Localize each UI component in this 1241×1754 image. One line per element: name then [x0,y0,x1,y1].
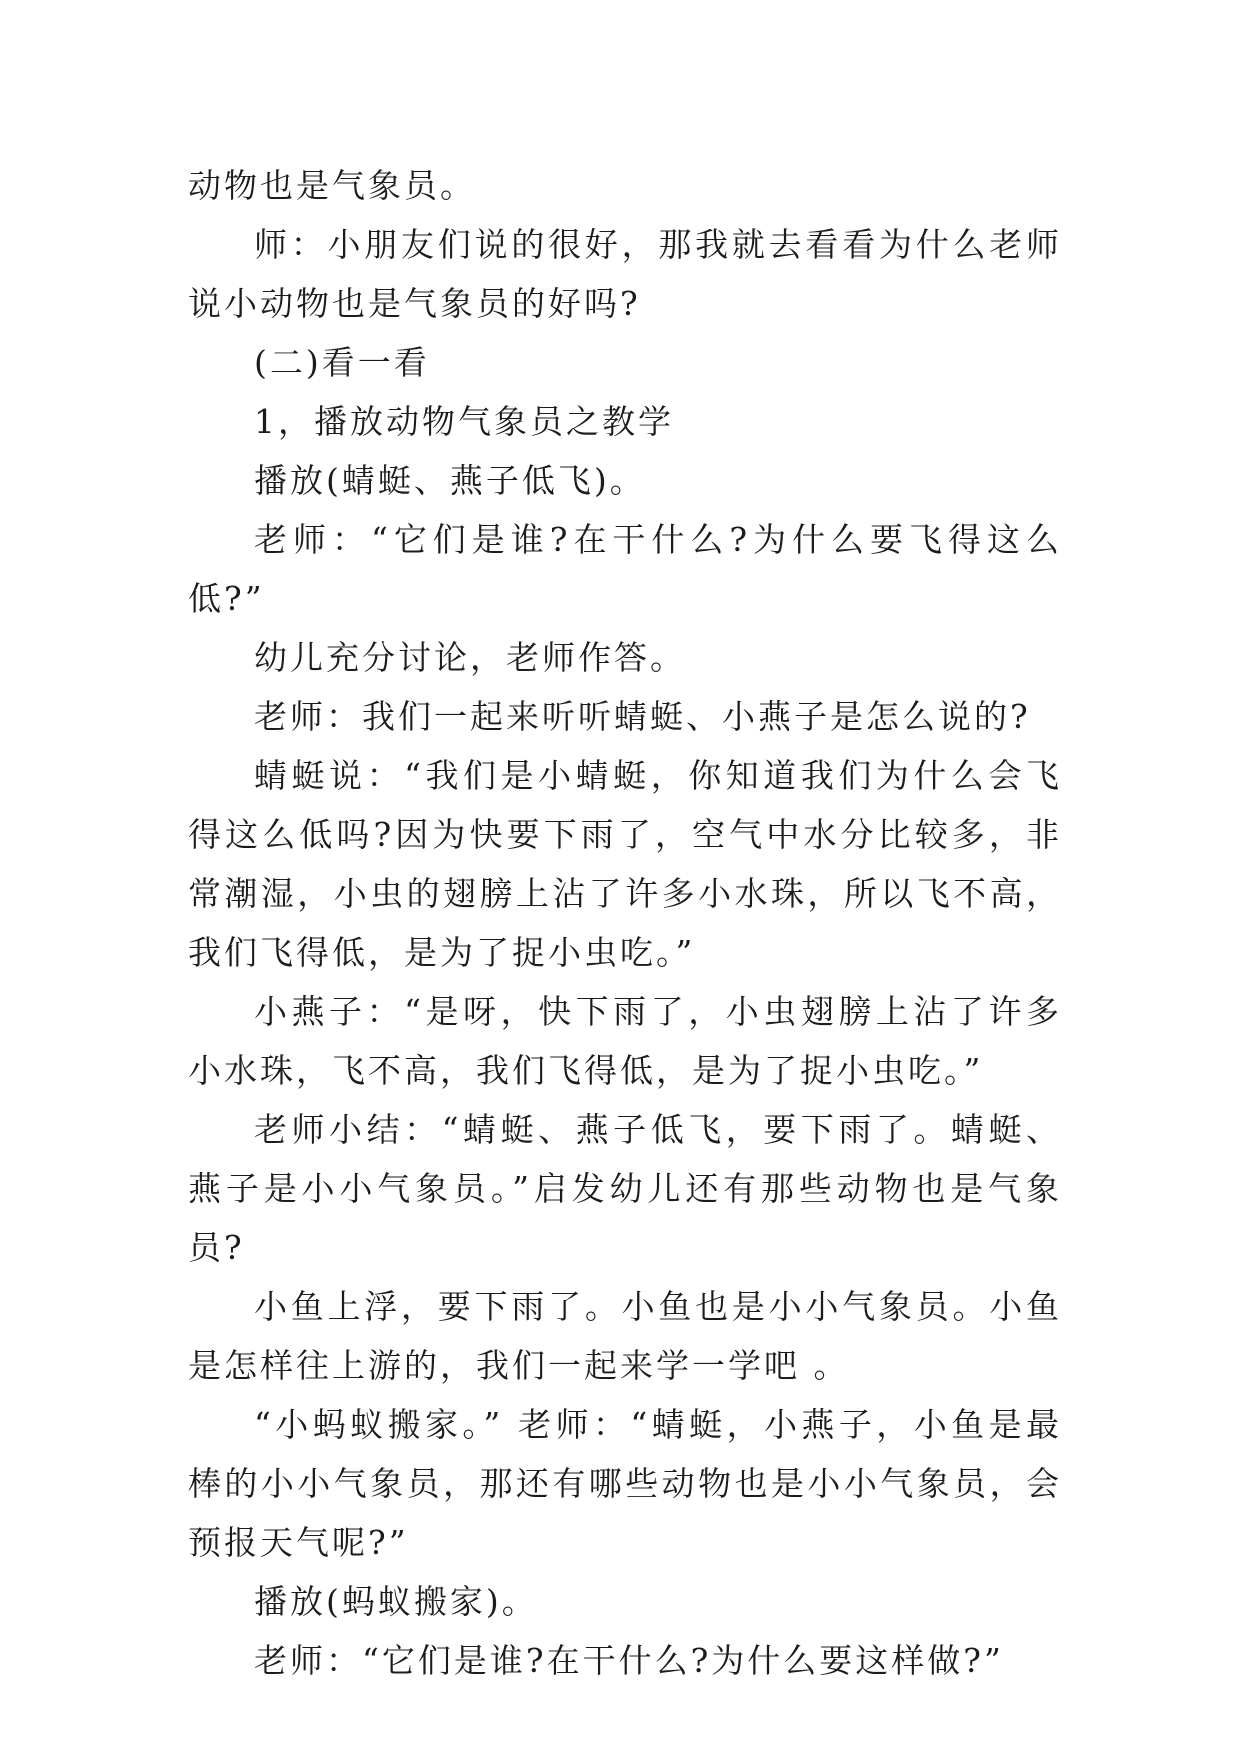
paragraph-ant-move: “小蚂蚁搬家。” 老师：“蜻蜓，小燕子，小鱼是最棒的小小气象员，那还有哪些动物也是小小气象员，会预报天气呢?” [188,1405,1062,1562]
paragraph-play-dragonfly: 播放(蜻蜓、燕子低飞)。 [254,461,646,500]
paragraph-discussion: 幼儿充分讨论，老师作答。 [254,638,686,677]
paragraph-swallow-speech: 小燕子：“是呀，快下雨了，小虫翅膀上沾了许多小水珠，飞不高，我们飞得低，是为了捉小虫吃。” [188,992,1062,1090]
paragraph-teacher-ant-question: 老师：“它们是谁?在干什么?为什么要这样做?” [254,1641,1004,1680]
section-heading-look: (二)看一看 [254,343,430,382]
step-heading-play: 1，播放动物气象员之教学 [254,402,674,441]
paragraph-teacher-listen: 老师：我们一起来听听蜻蜓、小燕子是怎么说的? [254,697,1031,736]
paragraph-teacher-intro: 师：小朋友们说的很好，那我就去看看为什么老师说小动物也是气象员的好吗? [188,225,1062,323]
document-body [188,156,1062,1690]
paragraph-continuation: 动物也是气象员。 [188,166,476,205]
paragraph-teacher-question: 老师：“它们是谁?在干什么?为什么要飞得这么低?” [188,520,1062,618]
paragraph-dragonfly-speech: 蜻蜓说：“我们是小蜻蜓，你知道我们为什么会飞得这么低吗?因为快要下雨了，空气中水分比较多，非常潮湿，小虫的翅膀上沾了许多小水珠，所以飞不高，我们飞得低，是为了捉小虫吃。” [188,756,1062,972]
paragraph-fish: 小鱼上浮，要下雨了。小鱼也是小小气象员。小鱼是怎样往上游的，我们一起来学一学吧 。 [188,1287,1062,1385]
paragraph-teacher-summary: 老师小结：“蜻蜓、燕子低飞，要下雨了。蜻蜓、燕子是小小气象员。”启发幼儿还有那些动物也是气象员? [188,1110,1062,1267]
paragraph-play-ants: 播放(蚂蚁搬家)。 [254,1582,538,1621]
